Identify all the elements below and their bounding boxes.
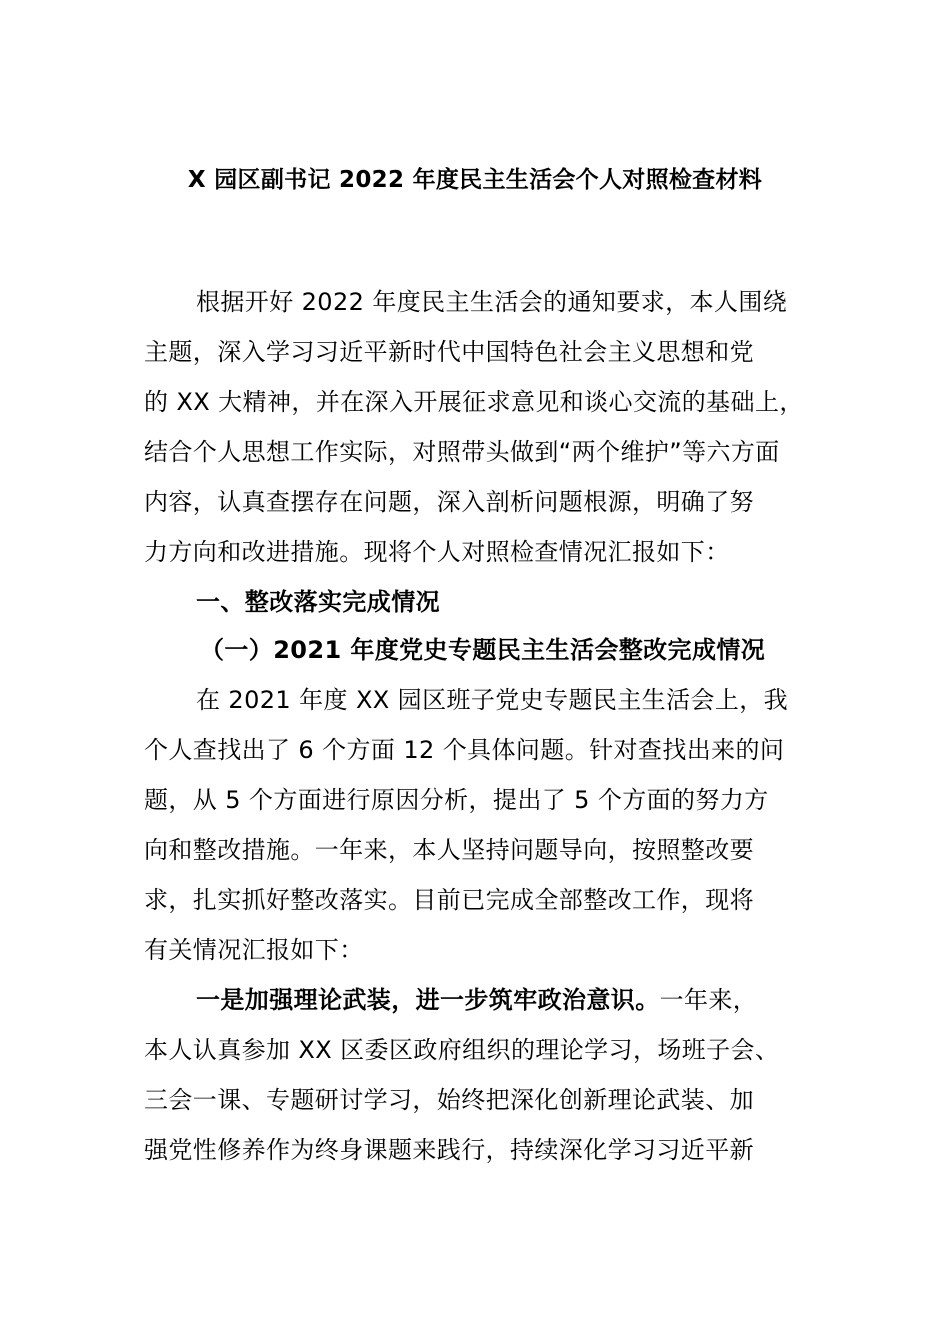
paragraph-line: 在 2021 年度 XX 园区班子党史专题民主生活会上，我 — [196, 686, 789, 714]
paragraph-lead-line — [196, 980, 757, 1020]
paragraph-line: 主题，深入学习习近平新时代中国特色社会主义思想和党 — [144, 338, 754, 366]
paragraph-line: 结合个人思想工作实际，对照带头做到“两个维护”等六方面 — [144, 438, 780, 466]
section-heading: 一、整改落实完成情况 — [196, 588, 440, 616]
document-title: X 园区副书记 2022 年度民主生活会个人对照检查材料 — [187, 167, 763, 193]
paragraph-line: 个人查找出了 6 个方面 12 个具体问题。针对查找出来的问 — [144, 736, 785, 764]
subsection-heading: （一）2021 年度党史专题民主生活会整改完成情况 — [200, 636, 766, 664]
paragraph-line: 根据开好 2022 年度民主生活会的通知要求，本人围绕 — [196, 288, 788, 316]
paragraph-line: 本人认真参加 XX 区委区政府组织的理论学习，场班子会、 — [144, 1036, 780, 1064]
paragraph-line: 内容，认真查摆存在问题，深入剖析问题根源，明确了努 — [144, 488, 754, 516]
paragraph-line: 的 XX 大精神，并在深入开展征求意见和谈心交流的基础上， — [144, 388, 804, 416]
paragraph-line: 向和整改措施。一年来，本人坚持问题导向，按照整改要 — [144, 836, 754, 864]
paragraph-line: 有关情况汇报如下： — [144, 936, 364, 964]
paragraph-lead-rest: 一年来， — [659, 986, 758, 1014]
paragraph-line: 求，扎实抓好整改落实。目前已完成全部整改工作，现将 — [144, 886, 754, 914]
paragraph-line: 三会一课、专题研讨学习，始终把深化创新理论武装、加 — [144, 1086, 754, 1114]
paragraph-line: 题，从 5 个方面进行原因分析，提出了 5 个方面的努力方 — [144, 786, 769, 814]
paragraph-line: 强党性修养作为终身课题来践行，持续深化学习习近平新 — [144, 1136, 754, 1164]
paragraph-line: 力方向和改进措施。现将个人对照检查情况汇报如下： — [144, 538, 730, 566]
paragraph-lead-bold: 一是加强理论武装，进一步筑牢政治意识。 — [196, 986, 660, 1014]
